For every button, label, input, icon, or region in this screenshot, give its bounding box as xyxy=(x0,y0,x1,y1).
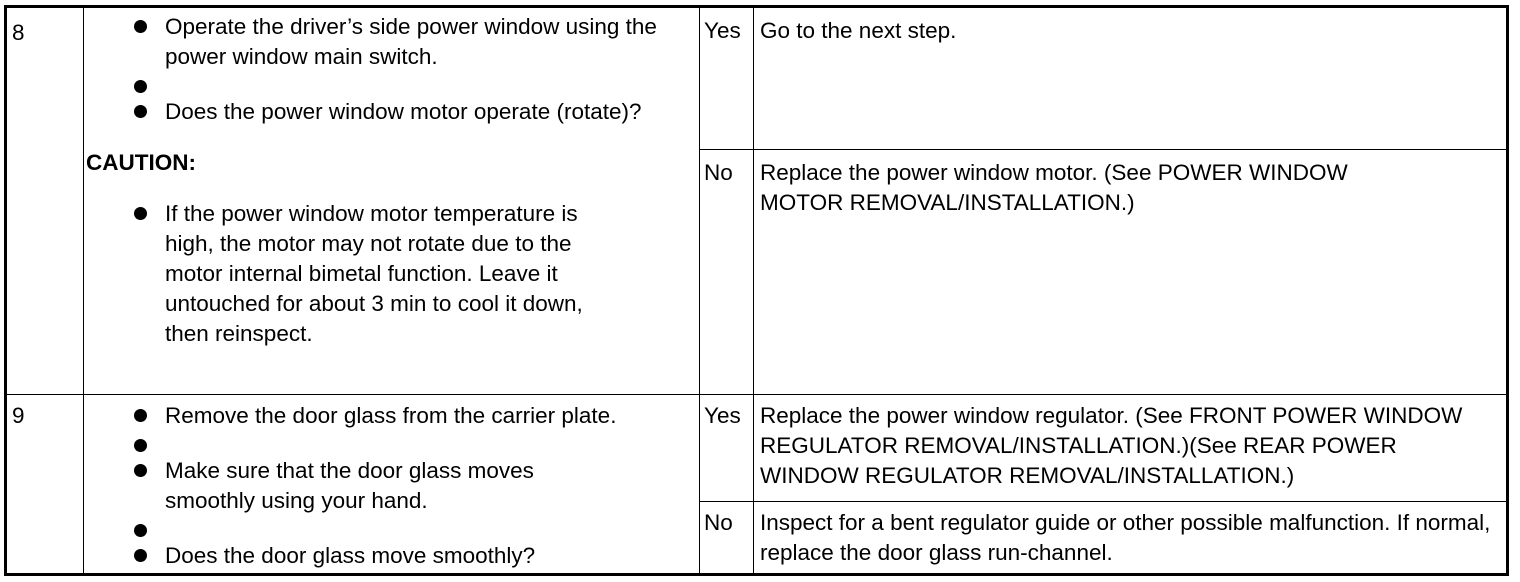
result-yes: Yes xyxy=(700,395,754,502)
result-yes: Yes xyxy=(700,7,754,150)
result-no: No xyxy=(700,502,754,575)
caution-label: CAUTION: xyxy=(86,150,196,175)
step-number: 8 xyxy=(6,7,84,395)
remedy-no: Replace the power window motor. (See POWER WINDOW MOTOR REMOVAL/INSTALLATION.) xyxy=(754,150,1508,395)
action-cell xyxy=(84,7,700,395)
remedy-no: Inspect for a bent regulator guide or other possible malfunction. If normal, replace the door glass run-channel. xyxy=(754,502,1508,575)
table-row xyxy=(6,7,1508,150)
list-item: Does the door glass move smoothly? xyxy=(90,541,689,571)
remedy-yes: Go to the next step. xyxy=(754,7,1508,150)
remedy-yes: Replace the power window regulator. (See FRONT POWER WINDOW REGULATOR REMOVAL/INSTALLATION.)(See REAR POWER WINDOW REGULATOR REMOVAL/INSTALLATION.) xyxy=(754,395,1508,502)
result-no: No xyxy=(700,150,754,395)
troubleshooting-table xyxy=(4,5,1509,576)
list-item: Remove the door glass from the carrier plate. xyxy=(90,401,689,431)
action-list xyxy=(90,12,689,127)
list-item: If the power window motor temperature is high, the motor may not rotate due to the motor internal bimetal function. Leave it untouched for about 3 min to cool it down, then reinspect. xyxy=(90,199,689,349)
action-list xyxy=(90,401,689,571)
list-item: Operate the driver’s side power window using the power window main switch. xyxy=(90,12,689,72)
list-item: Make sure that the door glass moves smoothly using your hand. xyxy=(90,456,689,516)
action-cell xyxy=(84,395,700,575)
step-number: 9 xyxy=(6,395,84,575)
caution-list xyxy=(90,199,689,349)
list-item: Does the power window motor operate (rotate)? xyxy=(90,97,689,127)
table-row xyxy=(6,395,1508,502)
